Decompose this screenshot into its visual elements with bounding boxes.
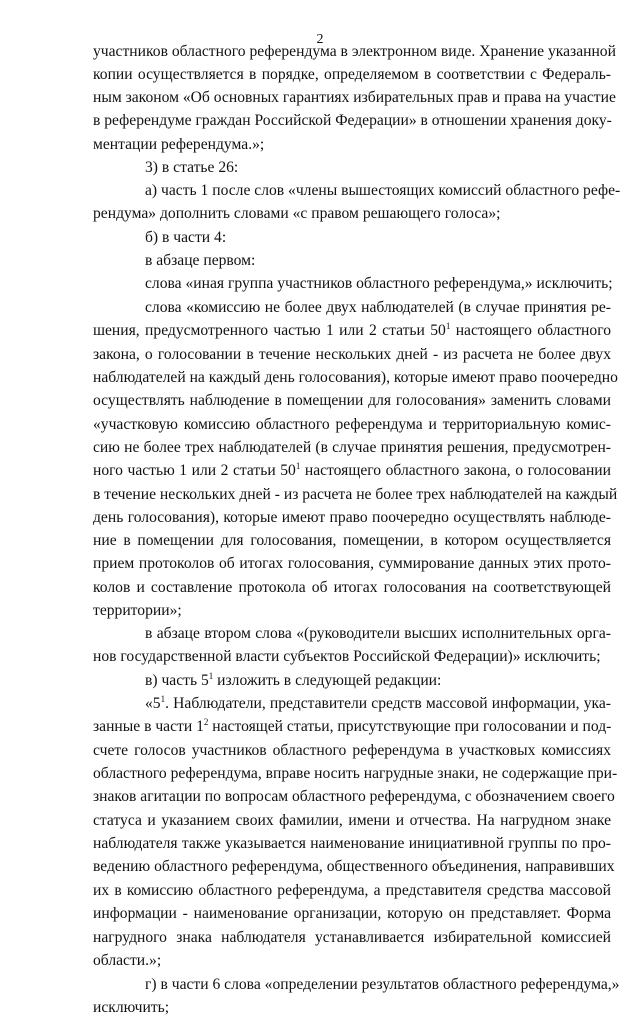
text-segment: шения, предусмотренного частью 1 или 2 статьи 50 (93, 322, 446, 339)
text-segment: настоящей статьи, присутствующие при голосовании и под- (208, 718, 612, 735)
text-line (93, 460, 611, 482)
text-segment: «5 (145, 695, 161, 712)
page-number: 2 (316, 32, 324, 47)
text-line: день голосования), которые имеют право поочередно осуществлять наблюде- (93, 509, 611, 526)
superscript: 1 (295, 461, 301, 471)
text-line (93, 716, 611, 738)
text-line (93, 320, 611, 342)
text-line: знаков агитации по вопросам областного референдума, с обозначением своего (93, 788, 615, 805)
text-line: закона, о голосовании в течение нескольких дней - из расчета не более двух (93, 346, 611, 363)
text-line: рендума» дополнить словами «с правом решающего голоса»; (93, 205, 501, 222)
text-segment: ного частью 1 или 2 статьи 50 (93, 462, 296, 479)
text-line: в абзаце первом: (145, 252, 256, 269)
text-line: сию не более трех наблюдателей (в случае принятия решения, предусмотрен- (93, 439, 611, 456)
superscript: 1 (160, 694, 166, 704)
superscript: 1 (445, 321, 451, 331)
text-segment: в) часть 5 (145, 672, 209, 689)
text-line: счете голосов участников областного референдума в участковых комиссиях (93, 742, 611, 759)
text-line: их в комиссию областного референдума, а представителя средства массовой (93, 882, 611, 899)
text-segment: изложить в следующей редакции: (213, 672, 442, 689)
text-line: слова «иная группа участников областного референдума,» исключить; (145, 275, 613, 292)
text-line: в абзаце втором слова «(руководители высших исполнительных орга- (145, 625, 611, 642)
text-line: нов государственной власти субъектов Российской Федерации)» исключить; (93, 648, 601, 665)
text-line: колов и составление протокола об итогах голосования на соответствующей (93, 579, 611, 596)
text-line: области.»; (93, 952, 162, 969)
text-line: 3) в статье 26: (145, 159, 239, 176)
text-line: копии осуществляется в порядке, определяемом в соответствии с Федераль- (93, 66, 611, 83)
text-segment: настоящего областного (450, 322, 611, 339)
text-line: б) в части 4: (145, 229, 227, 246)
text-line: ведению областного референдума, общественного объединения, направивших (93, 858, 615, 875)
text-line (145, 693, 611, 715)
text-line: участников областного референдума в электронном виде. Хранение указанной (93, 43, 616, 60)
text-line: нагрудного знака наблюдателя устанавливается избирательной комиссией (93, 929, 611, 946)
text-line: ным законом «Об основных гарантиях избирательных прав и права на участие (93, 89, 616, 106)
text-line: наблюдателей на каждый день голосования), которые имеют право поочередно (93, 369, 618, 386)
text-line: территории»; (93, 602, 182, 619)
text-line: прием протоколов об итогах голосования, суммирование данных этих прото- (93, 555, 611, 572)
text-line: исключить; (93, 999, 170, 1016)
text-segment: настоящего областного закона, о голосовании (300, 462, 611, 479)
text-line: областного референдума, вправе носить нагрудные знаки, не содержащие при- (93, 765, 618, 782)
text-line: в течение нескольких дней - из расчета не более трех наблюдателей на каждый (93, 486, 618, 503)
superscript: 1 (208, 671, 214, 681)
text-line: ние в помещении для голосования, помещении, в котором осуществляется (93, 532, 611, 549)
text-line: ментации референдума.»; (93, 136, 265, 153)
text-line: а) часть 1 после слов «члены вышестоящих комиссий областного рефе- (145, 182, 621, 199)
text-segment: занные в части 1 (93, 718, 204, 735)
superscript: 2 (203, 717, 209, 727)
text-line: г) в части 6 слова «определении результатов областного референдума,» (145, 976, 620, 993)
text-line: «участковую комиссию областного референдума и территориальную комис- (93, 416, 611, 433)
text-line: осуществлять наблюдение в помещении для голосования» заменить словами (93, 392, 611, 409)
text-line: в референдуме граждан Российской Федерации» в отношении хранения доку- (93, 112, 612, 129)
text-line: слова «комиссию не более двух наблюдателей (в случае принятия ре- (145, 299, 611, 316)
text-line: информации - наименование организации, которую он представляет. Форма (93, 905, 611, 922)
text-line: статуса и указанием своих фамилии, имени и отчества. На нагрудном знаке (93, 812, 611, 829)
text-line: наблюдателя также указывается наименование инициативной группы по про- (93, 835, 611, 852)
text-line (145, 670, 441, 692)
text-segment: . Наблюдатели, представители средств массовой информации, ука- (165, 695, 611, 712)
